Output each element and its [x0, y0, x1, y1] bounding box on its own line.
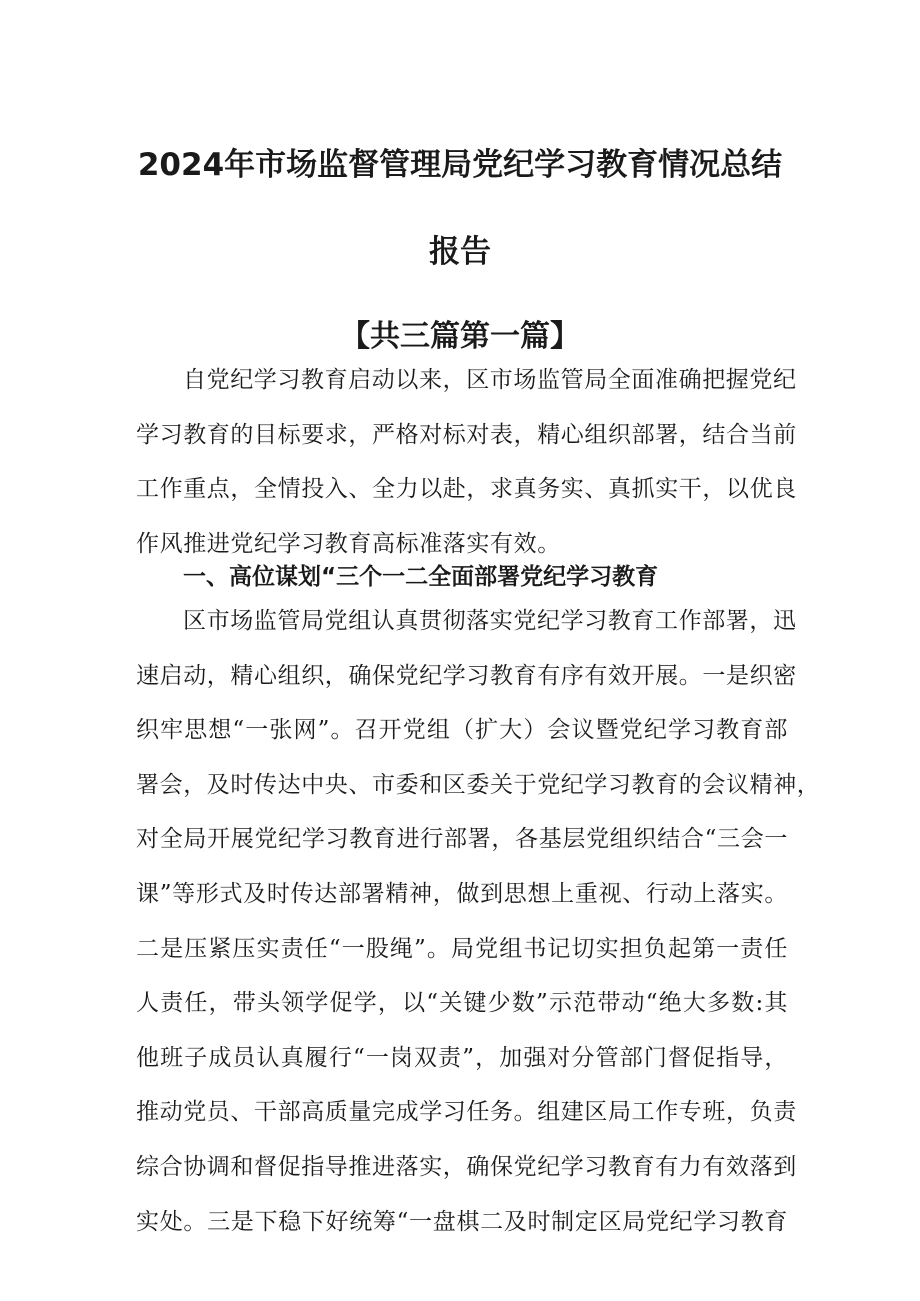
paragraph-line: 人责任，带头领学促学，以“关键少数”示范带动“绝大多数:其	[136, 990, 788, 1017]
paragraph-line: 学习教育的目标要求，严格对标对表，精心组织部署，结合当前	[136, 421, 797, 448]
document-subtitle: 【共三篇第一篇】	[340, 319, 580, 354]
paragraph-line: 综合协调和督促指导推进落实，确保党纪学习教育有力有效落到	[136, 1153, 797, 1180]
section-1-paragraph	[136, 594, 821, 1249]
paragraph-line: 署会，及时传达中央、市委和区委关于党纪学习教育的会议精神，	[136, 771, 821, 798]
paragraph-line: 对全局开展党纪学习教育进行部署，各基层党组织结合“三会一	[136, 826, 788, 853]
document-title-line-2: 报告	[429, 234, 491, 270]
section-heading: 一、高位谋划“三个一二全面部署党纪学习教育	[183, 564, 659, 590]
paragraph-line: 工作重点，全情投入、全力以赴，求真务实、真抓实干，以优良	[136, 476, 797, 503]
paragraph-line: 自党纪学习教育启动以来，区市场监管局全面准确把握党纪	[183, 367, 797, 393]
paragraph-line: 二是压紧压实责任“一股绳”。局党组书记切实担负起第一责任	[136, 935, 788, 962]
paragraph-line: 区市场监管局党组认真贯彻落实党纪学习教育工作部署，迅	[183, 608, 797, 634]
paragraph-line: 推动党员、干部高质量完成学习任务。组建区局工作专班，负责	[136, 1099, 797, 1126]
intro-paragraph	[136, 353, 797, 571]
document-title-line-1: 2024年市场监督管理局党纪学习教育情况总结	[137, 147, 783, 183]
paragraph-line: 速启动，精心组织，确保党纪学习教育有序有效开展。一是织密	[136, 662, 797, 689]
paragraph-line: 他班子成员认真履行“一岗双责”，加强对分管部门督促指导，	[136, 1044, 788, 1071]
paragraph-line: 织牢思想“一张网”。召开党组（扩大）会议暨党纪学习教育部	[136, 717, 788, 744]
paragraph-line: 实处。三是下稳下好统筹“一盘棋二及时制定区局党纪学习教育	[136, 1208, 788, 1235]
paragraph-line: 作风推进党纪学习教育高标准落实有效。	[136, 530, 561, 557]
paragraph-line: 课”等形式及时传达部署精神，做到思想上重视、行动上落实。	[136, 880, 788, 907]
